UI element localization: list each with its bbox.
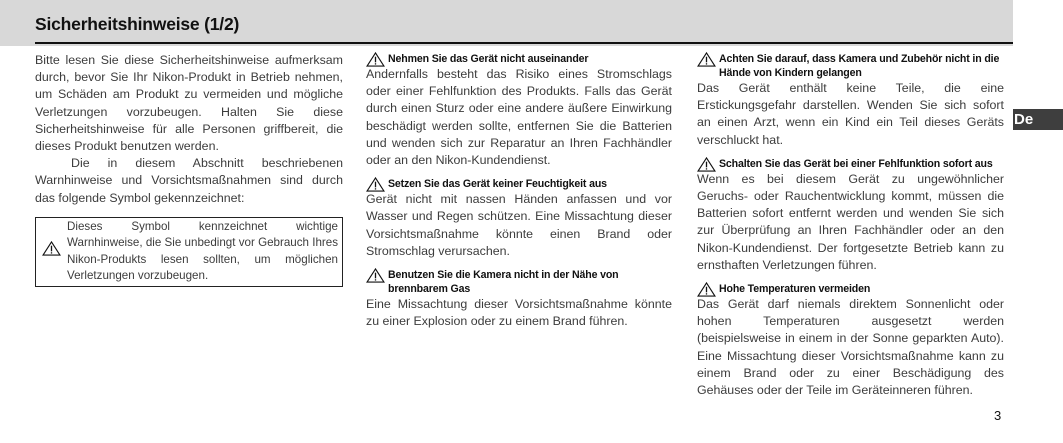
section-heading (697, 52, 1004, 80)
section-heading-text: Benutzen Sie die Kamera nicht in der Nähe von brennbarem Gas (388, 269, 619, 296)
section-heading (366, 52, 672, 66)
intro-column (35, 52, 343, 287)
warning-notice-box (35, 217, 343, 288)
warning-section (366, 52, 672, 169)
warning-section (697, 157, 1004, 274)
warning-triangle-icon (366, 177, 385, 192)
section-heading-text: Hohe Temperaturen vermeiden (719, 283, 871, 296)
section-heading-text: Nehmen Sie das Gerät nicht auseinander (388, 53, 589, 65)
warning-triangle-icon (697, 282, 716, 297)
section-body: Das Gerät darf niemals direktem Sonnenlicht oder hohen Temperaturen ausgesetzt werden (beispielsweise in einem in der Sonne geparkten Auto). Eine Missachtung dieser Vorsichtsmaßnahme kann zu einem Brand oder zu einer Beschädigung des Gehäuses oder der Teile im Geräteinneren führen. (697, 297, 1004, 398)
warning-triangle-icon (697, 52, 716, 67)
section-body: Das Gerät enthält keine Teile, die eine Erstickungsgefahr darstellen. Wenden Sie sich sofort an einen Arzt, wenn ein Kind ein Teil dieses Geräts verschluckt hat. (697, 81, 1004, 147)
language-tab: De (1013, 109, 1063, 130)
section-heading (366, 177, 672, 191)
warning-triangle-icon (366, 52, 385, 67)
symbol-explanation: Die in diesem Abschnitt beschriebenen Warnhinweise und Vorsichtsmaßnahmen sind durch das folgende Symbol gekennzeichnet: (35, 156, 343, 205)
page-title: Sicherheitshinweise (1/2) (35, 14, 240, 34)
warnings-column-right (697, 52, 1004, 407)
warning-section (366, 177, 672, 260)
section-body: Gerät nicht mit nassen Händen anfassen und vor Wasser und Regen schützen. Eine Missachtung dieser Vorsichtsmaßnahme könnte einen Brand oder Stromschlag verursachen. (366, 192, 672, 258)
warning-section (697, 282, 1004, 399)
section-body: Eine Missachtung dieser Vorsichtsmaßnahme könnte zu einer Explosion oder zu einem Brand führen. (366, 297, 672, 329)
section-body: Andernfalls besteht das Risiko eines Stromschlags oder einer Fehlfunktion des Produkts. Falls das Gerät durch einen Sturz oder eine andere äußere Einwirkung beschädigt werden sollte, entfernen Sie die Batterien und wenden sich zur Reparatur an Ihren Fachhändler oder an den Nikon-Kundendienst. (366, 67, 672, 168)
section-heading-text: Achten Sie darauf, dass Kamera und Zubehör nicht in die Hände von Kindern gelangen (719, 53, 1000, 79)
section-body: Wenn es bei diesem Gerät zu ungewöhnlicher Geruchs- oder Rauchentwicklung kommt, müssen die Batterien sofort entfernt werden und wenden Sie sich zur Überprüfung an Ihren Fachhändler oder an den Nikon-Kundendienst. Der fortgesetzte Betrieb kann zu ernsthaften Verletzungen führen. (697, 171, 1004, 272)
section-heading (697, 157, 1004, 171)
section-heading (697, 282, 1004, 296)
intro-paragraph: Bitte lesen Sie diese Sicherheitshinweise aufmerksam durch, bevor Sie Ihr Nikon-Produkt in Betrieb nehmen, um Schäden am Produkt zu vermeiden und mögliche Verletzungen vorzubeugen. Halten Sie diese Sicherheitshinweise für alle Personen griffbereit, die dieses Produkt benutzen werden. (35, 53, 343, 154)
title-rule (35, 42, 1013, 44)
warning-triangle-icon (42, 241, 61, 256)
warning-section (366, 268, 672, 330)
warning-triangle-icon (366, 268, 385, 283)
section-heading (366, 268, 672, 296)
warnings-column-middle (366, 52, 672, 338)
page-number: 3 (994, 408, 1002, 423)
warning-section (697, 52, 1004, 149)
notice-text: Dieses Symbol kennzeichnet wichtige Warnhinweise, die Sie unbedingt vor Gebrauch Ihres Nikon-Produkts lesen sollten, um möglichen Verletzungen vorzubeugen. (67, 219, 338, 283)
section-heading-text: Schalten Sie das Gerät bei einer Fehlfunktion sofort aus (719, 157, 993, 170)
section-heading-text: Setzen Sie das Gerät keiner Feuchtigkeit aus (388, 178, 607, 191)
warning-triangle-icon (697, 157, 716, 172)
